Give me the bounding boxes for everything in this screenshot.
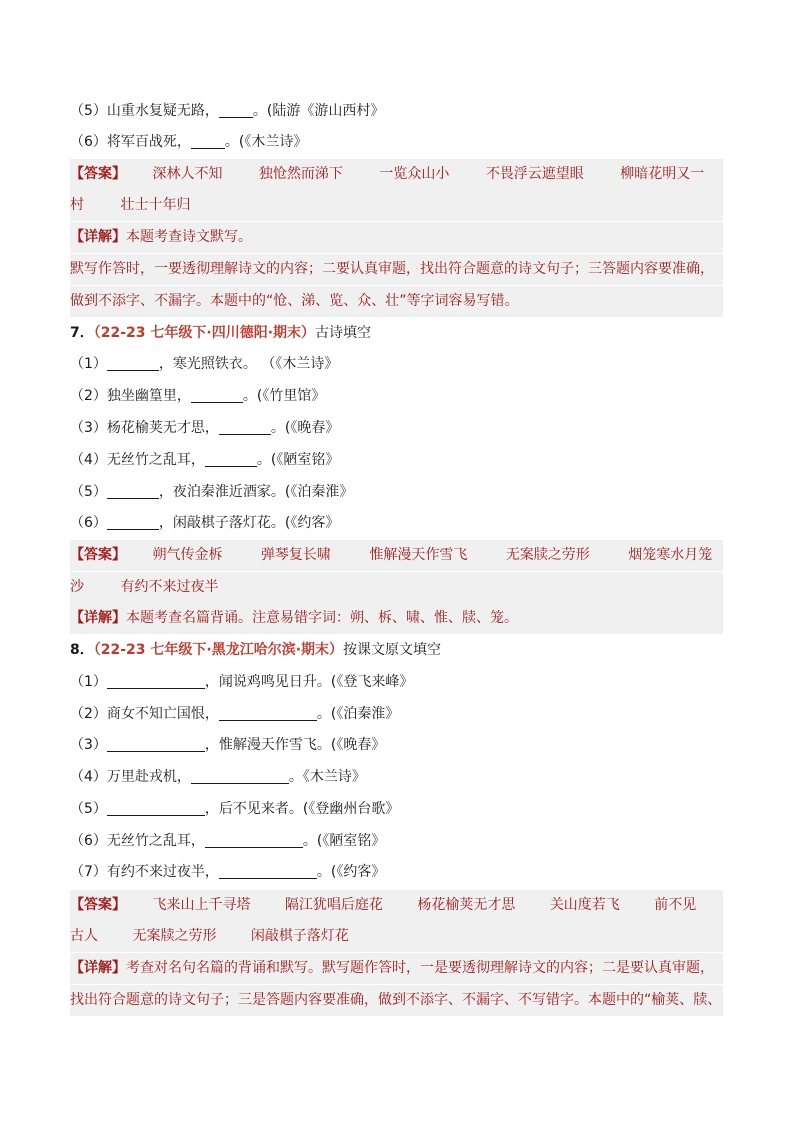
item-number: （6） xyxy=(70,515,107,531)
detail-tag: 【详解】 xyxy=(70,229,126,245)
item-number: （6） xyxy=(70,833,107,849)
answer-6: 有约不来过夜半 xyxy=(120,579,219,595)
q8-detail-line-1 xyxy=(70,953,723,984)
answer-3: 一览众山小 xyxy=(379,166,450,182)
item-number: （4） xyxy=(70,769,107,785)
answer-tag: 【答案】 xyxy=(70,547,126,563)
item-number: （5） xyxy=(70,484,107,500)
item-prefix: 独坐幽篁里， xyxy=(106,388,191,404)
question-number: 8． xyxy=(70,642,94,658)
detail-text: 考查对名句名篇的背诵和默写。默写题作答时，一是要透彻理解诗文的内容；二是要认真审题， xyxy=(126,960,714,976)
answer-blank[interactable] xyxy=(191,386,243,403)
item-number: （5） xyxy=(70,103,107,119)
detail-text: 做到不添字、不漏字。本题中的“怆、涕、览、众、壮”等字词容易写错。 xyxy=(70,293,519,309)
q8-item-5 xyxy=(70,794,723,825)
detail-text: 找出符合题意的诗文句子；三是答题内容要准确，做到不添字、不漏字、不写错字。本题中的“榆荚、牍、 xyxy=(70,992,722,1008)
answer-1: 朔气传金柝 xyxy=(152,547,223,563)
answer-blank[interactable] xyxy=(107,354,159,371)
q7-detail-line-1 xyxy=(70,603,723,634)
item-suffix: ，闲敲棋子落灯花。(《约客》 xyxy=(158,515,340,531)
item-suffix: ，寒光照铁衣。 （《木兰诗》 xyxy=(158,356,339,372)
answer-4: 不畏浮云遮望眼 xyxy=(485,166,584,182)
q6-answer-line-2 xyxy=(70,190,723,221)
q8-heading xyxy=(70,635,723,666)
q7-item-1 xyxy=(70,349,723,380)
q8-answer-line-2 xyxy=(70,921,723,952)
item-suffix: 。(《陋室铭》 xyxy=(302,833,386,849)
item-suffix: 。《木兰诗》 xyxy=(288,769,366,785)
question-source: （22-23 七年级下·黑龙江哈尔滨·期末） xyxy=(93,642,344,658)
item-number: （1） xyxy=(70,674,107,690)
item-number: （1） xyxy=(70,356,107,372)
q7-item-5 xyxy=(70,477,723,508)
answer-blank[interactable] xyxy=(107,799,205,816)
answer-blank[interactable] xyxy=(191,767,289,784)
question-number: 7． xyxy=(70,325,94,341)
q6-item-6 xyxy=(70,127,723,158)
item-number: （5） xyxy=(70,801,107,817)
answer-6: 壮士十年归 xyxy=(120,197,191,213)
answer-6: 无案牍之劳形 xyxy=(132,928,217,944)
question-title: 按课文原文填空 xyxy=(343,642,442,658)
q8-item-4 xyxy=(70,762,723,793)
answer-blank[interactable] xyxy=(219,704,317,721)
answer-1: 深林人不知 xyxy=(152,166,223,182)
detail-tag: 【详解】 xyxy=(70,960,126,976)
answer-4: 关山度若飞 xyxy=(549,897,620,913)
q6-item-5 xyxy=(70,96,723,127)
q8-item-3 xyxy=(70,730,723,761)
item-prefix: 无丝竹之乱耳， xyxy=(106,833,205,849)
q7-item-2 xyxy=(70,381,723,412)
answer-5: 烟笼寒水月笼 xyxy=(628,547,713,563)
answer-blank[interactable] xyxy=(219,418,271,435)
answer-blank[interactable] xyxy=(191,132,225,149)
q8-item-2 xyxy=(70,699,723,730)
item-number: （7） xyxy=(70,864,107,880)
item-prefix: 无丝竹之乱耳， xyxy=(106,452,205,468)
q7-item-3 xyxy=(70,413,723,444)
detail-text: 本题考查诗文默写。 xyxy=(126,229,252,245)
item-number: （2） xyxy=(70,388,107,404)
item-number: （3） xyxy=(70,420,107,436)
detail-text: 本题考查名篇背诵。注意易错字词：朔、柝、啸、惟、牍、笼。 xyxy=(126,610,518,626)
answer-3: 惟解漫天作雪飞 xyxy=(369,547,468,563)
answer-5-cont: 沙 xyxy=(70,579,84,595)
item-suffix: 。(陆游《游山西村》 xyxy=(252,103,385,119)
answer-blank[interactable] xyxy=(107,513,159,530)
item-prefix: 杨花榆荚无才思， xyxy=(106,420,219,436)
q6-detail-line-3 xyxy=(70,286,723,317)
item-suffix: ，惟解漫天作雪飞。(《晚春》 xyxy=(204,737,386,753)
answer-blank[interactable] xyxy=(205,450,257,467)
answer-tag: 【答案】 xyxy=(70,897,126,913)
item-prefix: 商女不知亡国恨， xyxy=(106,706,219,722)
question-title: 古诗填空 xyxy=(315,325,372,341)
item-number: （3） xyxy=(70,737,107,753)
q6-detail-line-1 xyxy=(70,222,723,253)
answer-blank[interactable] xyxy=(219,862,317,879)
q8-detail-line-2 xyxy=(70,985,723,1016)
item-suffix: 。(《泊秦淮》 xyxy=(316,706,400,722)
answer-2: 隔江犹唱后庭花 xyxy=(284,897,383,913)
detail-tag: 【详解】 xyxy=(70,610,126,626)
q6-detail-line-2 xyxy=(70,254,723,285)
q8-item-7 xyxy=(70,857,723,888)
q8-item-6 xyxy=(70,826,723,857)
item-suffix: ，夜泊秦淮近酒家。(《泊秦淮》 xyxy=(158,484,354,500)
answer-3: 杨花榆荚无才思 xyxy=(417,897,516,913)
answer-blank[interactable] xyxy=(107,672,205,689)
item-suffix: 。(《木兰诗》 xyxy=(224,134,308,150)
item-number: （4） xyxy=(70,452,107,468)
item-prefix: 有约不来过夜半， xyxy=(106,864,219,880)
q7-answer-line xyxy=(70,540,723,571)
answer-blank[interactable] xyxy=(107,482,159,499)
q7-heading xyxy=(70,318,723,349)
item-prefix: 将军百战死， xyxy=(106,134,191,150)
detail-text: 默写作答时，一要透彻理解诗文的内容；二要认真审题，找出符合题意的诗文句子；三答题内容要准确， xyxy=(70,261,714,277)
item-suffix: ，后不见来者。(《登幽州台歌》 xyxy=(204,801,400,817)
answer-tag: 【答案】 xyxy=(70,166,126,182)
q7-item-4 xyxy=(70,445,723,476)
answer-2: 独怆然而涕下 xyxy=(258,166,343,182)
answer-5-cont: 古人 xyxy=(70,928,98,944)
answer-blank[interactable] xyxy=(107,735,205,752)
q6-answer-line xyxy=(70,159,723,190)
answer-2: 弹琴复长啸 xyxy=(260,547,331,563)
q8-item-1 xyxy=(70,667,723,698)
answer-4: 无案牍之劳形 xyxy=(505,547,590,563)
item-suffix: 。(《晚春》 xyxy=(270,420,340,436)
answer-7: 闲敲棋子落灯花 xyxy=(250,928,349,944)
item-suffix: 。(《陋室铭》 xyxy=(256,452,340,468)
answer-blank[interactable] xyxy=(205,831,303,848)
item-suffix: 。(《竹里馆》 xyxy=(242,388,326,404)
q8-answer-line xyxy=(70,890,723,921)
question-source: （22-23 七年级下·四川德阳·期末） xyxy=(93,325,316,341)
q7-item-6 xyxy=(70,508,723,539)
item-suffix: ，闻说鸡鸣见日升。(《登飞来峰》 xyxy=(204,674,414,690)
answer-blank[interactable] xyxy=(219,101,253,118)
q7-answer-line-2 xyxy=(70,572,723,603)
answer-5: 柳暗花明又一 xyxy=(620,166,705,182)
item-prefix: 山重水复疑无路， xyxy=(106,103,219,119)
answer-1: 飞来山上千寻塔 xyxy=(152,897,251,913)
item-suffix: 。(《约客》 xyxy=(316,864,386,880)
answer-5-cont: 村 xyxy=(70,197,84,213)
item-number: （2） xyxy=(70,706,107,722)
answer-5: 前不见 xyxy=(654,897,697,913)
item-prefix: 万里赴戎机， xyxy=(106,769,191,785)
item-number: （6） xyxy=(70,134,107,150)
